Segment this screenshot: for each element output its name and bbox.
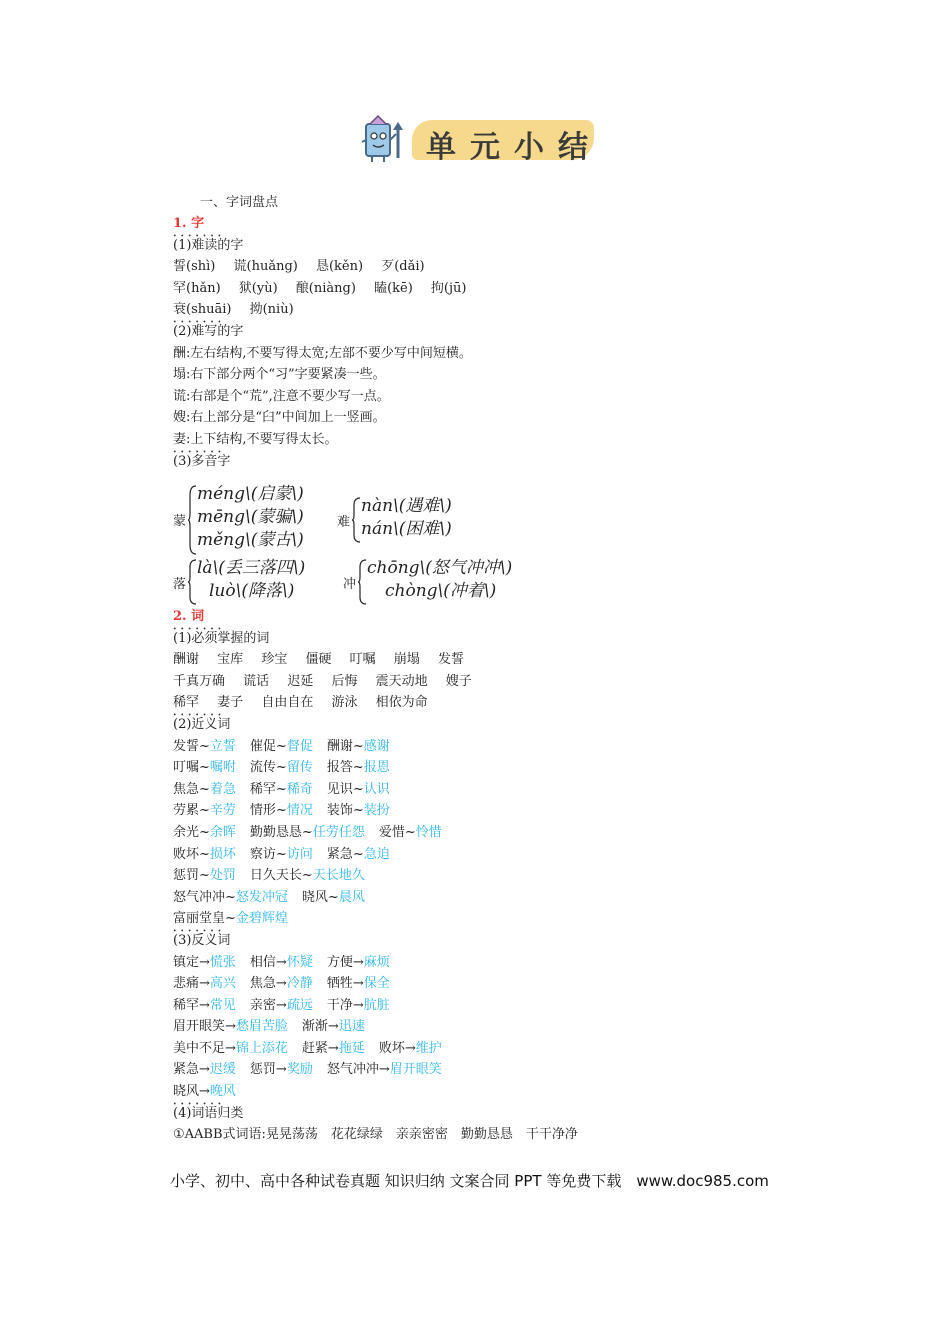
polyphone-reading: chōng\(怒气冲冲\) bbox=[367, 558, 513, 578]
word-term: 紧急→ bbox=[173, 1062, 210, 1078]
word-term: 赶紧→ bbox=[301, 1040, 339, 1056]
hard-write-line: 嫂:右上部分是“臼”中间加上一竖画。 bbox=[173, 410, 386, 426]
word-answer: 金碧辉煌 bbox=[235, 911, 288, 927]
antonym-row bbox=[173, 1081, 578, 1103]
word-term: 怒气冲冲~ bbox=[173, 889, 236, 905]
synonym-row bbox=[173, 865, 578, 887]
must-line-2: 千真万确 谎话 迟延 后悔 震天动地 嫂子 bbox=[173, 673, 472, 689]
word-term: 眉开眼笑→ bbox=[173, 1019, 236, 1035]
word-term: 晓风→ bbox=[173, 1084, 210, 1100]
word-term: 镇定→ bbox=[173, 954, 210, 970]
must-line-1: 酬谢 宝库 珍宝 僵硬 叮嘱 崩塌 发誓 bbox=[173, 652, 464, 668]
word-term: 美中不足→ bbox=[173, 1040, 236, 1056]
polyphone-reading: luò\(降落\) bbox=[209, 581, 295, 601]
word-term: 紧急~ bbox=[326, 846, 364, 862]
word-term: 悲痛→ bbox=[173, 976, 210, 992]
polyphone-reading: nán\(困难\) bbox=[361, 519, 452, 539]
section-heading bbox=[200, 192, 278, 214]
word-answer: 高兴 bbox=[209, 976, 236, 992]
word-term: 勤勤恳恳~ bbox=[249, 824, 313, 840]
word-term: 日久天长~ bbox=[249, 868, 313, 884]
word-term: 察访~ bbox=[249, 846, 287, 862]
word-answer: 冷静 bbox=[286, 976, 313, 992]
word-answer: 迟缓 bbox=[209, 1062, 236, 1078]
ci-heading: 2. 词 bbox=[173, 609, 205, 624]
word-answer: 访问 bbox=[286, 846, 313, 862]
word-answer: 余晖 bbox=[209, 824, 236, 840]
word-answer: 认识 bbox=[363, 781, 390, 797]
page-title: 单元小结 bbox=[426, 130, 602, 165]
word-term: 晓风~ bbox=[301, 889, 339, 905]
word-term: 方便→ bbox=[326, 954, 364, 970]
word-term: 报答~ bbox=[326, 760, 364, 776]
antonym-row bbox=[173, 1059, 578, 1081]
brace-icon bbox=[351, 497, 361, 543]
word-term: 见识~ bbox=[326, 781, 364, 797]
section-1-title: 一、字词盘点 bbox=[200, 195, 279, 210]
antonym-title: • • • (3)反义词 bbox=[173, 930, 578, 952]
word-answer: 天长地久 bbox=[312, 868, 365, 884]
word-answer: 锦上添花 bbox=[235, 1040, 288, 1056]
hard-write-title: • • • (2)难写的字 bbox=[173, 321, 472, 343]
antonym-row bbox=[173, 973, 578, 995]
word-answer: 处罚 bbox=[209, 868, 236, 884]
hard-read-line-2: 罕(hǎn) 狱(yù) 酿(niàng) 瞌(kē) 拘(jū) bbox=[173, 280, 467, 296]
word-answer: 迅速 bbox=[338, 1019, 365, 1035]
polyphone-reading: là\(丢三落四\) bbox=[197, 558, 306, 578]
polyphone-reading: měng\(蒙古\) bbox=[197, 530, 304, 550]
must-line-3: 稀罕 妻子 自由自在 游泳 相依为命 bbox=[173, 695, 428, 711]
polyphone-reading: chòng\(冲着\) bbox=[385, 581, 497, 601]
word-answer: 留传 bbox=[286, 760, 313, 776]
word-term: 惩罚~ bbox=[173, 868, 210, 884]
word-group-title: • • • (4)词语归类 bbox=[173, 1103, 578, 1125]
synonym-row bbox=[173, 736, 578, 758]
word-answer: 怒发冲冠 bbox=[235, 889, 288, 905]
polyphone-reading: méng\(启蒙\) bbox=[197, 484, 304, 504]
polyphone-title: • • • (3)多音字 bbox=[173, 451, 472, 473]
polyphone-reading: nàn\(遇难\) bbox=[361, 496, 452, 516]
word-answer: 急迫 bbox=[363, 846, 390, 862]
word-answer: 愁眉苦脸 bbox=[235, 1019, 288, 1035]
word-term: 渐渐→ bbox=[301, 1019, 339, 1035]
brace-icon bbox=[357, 559, 367, 605]
book-mascot-icon bbox=[356, 112, 412, 168]
antonym-list bbox=[173, 952, 578, 1103]
footer-ad: 小学、初中、高中各种试卷真题 知识归纳 文案合同 PPT 等免费下载 www.doc985.com bbox=[170, 1172, 769, 1190]
word-term: 干净→ bbox=[326, 997, 364, 1013]
word-answer: 疏远 bbox=[286, 997, 313, 1013]
word-answer: 情况 bbox=[286, 803, 313, 819]
must-title: • • • (1)必须掌握的词 bbox=[173, 628, 578, 650]
word-answer: 感谢 bbox=[363, 738, 390, 754]
hard-read-title: • • • (1)难读的字 bbox=[173, 235, 472, 257]
word-group-line: ①AABB式词语:晃晃荡荡 花花绿绿 亲亲密密 勤勤恳恳 干干净净 bbox=[173, 1127, 578, 1143]
antonym-row bbox=[173, 1038, 578, 1060]
synonym-row bbox=[173, 887, 578, 909]
word-term: 爱惜~ bbox=[378, 824, 416, 840]
antonym-row bbox=[173, 995, 578, 1017]
word-answer: 慌张 bbox=[209, 954, 236, 970]
synonym-title: • • • (2)近义词 bbox=[173, 714, 578, 736]
word-answer: 怜惜 bbox=[415, 824, 442, 840]
word-answer: 立誓 bbox=[209, 738, 236, 754]
word-answer: 奖励 bbox=[286, 1062, 313, 1078]
hard-read-line-3: 衰(shuāi) 拗(niù) bbox=[173, 302, 294, 318]
hard-read-line-1: 誓(shì) 谎(huǎng) 恳(kěn) 歹(dǎi) bbox=[173, 259, 425, 275]
word-term: 怒气冲冲→ bbox=[326, 1062, 390, 1078]
word-term: 稀罕→ bbox=[173, 997, 210, 1013]
hard-write-line: 妻:上下结构,不要写得太长。 bbox=[173, 431, 338, 447]
word-term: 酬谢~ bbox=[326, 738, 364, 754]
word-term: 焦急~ bbox=[173, 781, 210, 797]
word-term: 叮嘱~ bbox=[173, 760, 210, 776]
hard-write-line: 谎:右部是个“荒”,注意不要少写一点。 bbox=[173, 388, 390, 404]
word-term: 装饰~ bbox=[326, 803, 364, 819]
word-term: 惩罚→ bbox=[249, 1062, 287, 1078]
hard-write-line: 酬:左右结构,不要写得太宽;左部不要少写中间短横。 bbox=[173, 345, 472, 361]
word-answer: 肮脏 bbox=[363, 997, 390, 1013]
word-answer: 眉开眼笑 bbox=[389, 1062, 442, 1078]
word-term: 情形~ bbox=[249, 803, 287, 819]
synonym-row bbox=[173, 757, 578, 779]
word-term: 稀罕~ bbox=[249, 781, 287, 797]
word-answer: 督促 bbox=[286, 738, 313, 754]
word-term: 败坏~ bbox=[173, 846, 210, 862]
synonym-row bbox=[173, 800, 578, 822]
brace-icon bbox=[187, 559, 197, 605]
word-answer: 报恩 bbox=[363, 760, 390, 776]
word-answer: 常见 bbox=[209, 997, 236, 1013]
word-term: 败坏→ bbox=[378, 1040, 416, 1056]
word-answer: 怀疑 bbox=[286, 954, 313, 970]
word-answer: 稀奇 bbox=[286, 781, 313, 797]
antonym-row bbox=[173, 1016, 578, 1038]
word-answer: 嘱咐 bbox=[209, 760, 236, 776]
word-answer: 麻烦 bbox=[363, 954, 390, 970]
word-answer: 损坏 bbox=[209, 846, 236, 862]
antonym-row bbox=[173, 952, 578, 974]
word-answer: 晨风 bbox=[338, 889, 365, 905]
word-term: 富丽堂皇~ bbox=[173, 911, 236, 927]
word-answer: 装扮 bbox=[363, 803, 390, 819]
brace-icon bbox=[187, 485, 197, 555]
synonym-row bbox=[173, 844, 578, 866]
synonym-row bbox=[173, 908, 578, 930]
word-term: 流传~ bbox=[249, 760, 287, 776]
word-answer: 保全 bbox=[363, 976, 390, 992]
word-answer: 维护 bbox=[415, 1040, 442, 1056]
word-term: 焦急→ bbox=[249, 976, 287, 992]
word-term: 劳累~ bbox=[173, 803, 210, 819]
word-term: 催促~ bbox=[249, 738, 287, 754]
document-page: 单元小结 一、字词盘点 1. 字 • • • (1)难读的字 誓(shì) 谎(huǎng) 恳(kěn) 歹(dǎi) 罕(hǎn) 狱(yù) 酿(niàng) 瞌(kē) 拘(jū) 衰(shuāi) 拗(niù) • • • (2)难写的字 酬:左右结构,不要写得太宽;左部不要少写中间短横。 塌:右下部分两个“习”字要紧凑一些。 谎:右部是个“荒”,注意不要少写一点。 嫂:右上部分是“臼”中间加上一竖画。 妻:上下结构,不要写得太长。 • • • (3)多音字 蒙 méng\(启蒙\) mēng\(蒙骗\) měng\(蒙古\) 难 nàn\(遇难\) nán\(困难\) 落 là\(丢三落四\) luò\(降落\) 冲 chōng\(怒气冲冲\) chòng\(冲着\) 2. 词 • • • (1)必须掌握的词 酬谢 宝库 珍宝 僵硬 叮嘱 崩塌 发誓 千真万确 谎话 迟延 后悔 震天动地 嫂子 稀罕 妻子 自由自在 游泳 相依为命 • • • (2)近义词 发誓~立誓 催促~督促 酬谢~感谢 叮嘱~嘱咐 流传~留传 报答~报恩 焦急~着急 稀罕~稀奇 见识~认识 劳累~辛劳 情形~情况 装饰~装扮 余光~余晖 勤勤恳恳~任劳任怨 爱惜~怜惜 败坏~损坏 察访~访问 紧急~急迫 惩罚~处罚 日久天长~天长地久 怒气冲冲~怒发冲冠 晓风~晨风 富丽堂皇~金碧辉煌 • • • (3)反义词 镇定→慌张 相信→怀疑 方便→麻烦 悲痛→高兴 焦急→冷静 牺牲→保全 稀罕→常见 亲密→疏远 干净→肮脏 眉开眼笑→愁眉苦脸 渐渐→迅速 美中不足→锦上添花 赶紧→拖延 败坏→维护 紧急→迟缓 惩罚→奖励 怒气冲冲→眉开眼笑 晓风→晚风 • • • (4)词语归类 ①AABB式词语:晃晃荡荡 花花绿绿 亲亲密密 勤勤恳恳 干干净净 小学、初中、高中各种试卷真题 知识归纳 文案合同 PPT 等免费下载 www.doc985.com bbox=[0, 0, 950, 1344]
word-answer: 辛劳 bbox=[209, 803, 236, 819]
word-term: 余光~ bbox=[173, 824, 210, 840]
synonym-row bbox=[173, 779, 578, 801]
zi-heading: 1. 字 bbox=[173, 216, 205, 231]
ci-section bbox=[173, 606, 578, 1146]
synonym-list bbox=[173, 736, 578, 930]
polyphone-reading: mēng\(蒙骗\) bbox=[197, 507, 304, 527]
word-answer: 任劳任怨 bbox=[312, 824, 365, 840]
synonym-row bbox=[173, 822, 578, 844]
word-answer: 晚风 bbox=[209, 1084, 236, 1100]
word-answer: 拖延 bbox=[338, 1040, 365, 1056]
word-term: 相信→ bbox=[249, 954, 287, 970]
hard-write-line: 塌:右下部分两个“习”字要紧凑一些。 bbox=[173, 367, 386, 383]
word-term: 发誓~ bbox=[173, 738, 210, 754]
word-term: 亲密→ bbox=[249, 997, 287, 1013]
unit-summary-banner bbox=[352, 112, 602, 168]
word-term: 牺牲→ bbox=[326, 976, 364, 992]
zi-section bbox=[173, 213, 472, 472]
word-answer: 着急 bbox=[209, 781, 236, 797]
